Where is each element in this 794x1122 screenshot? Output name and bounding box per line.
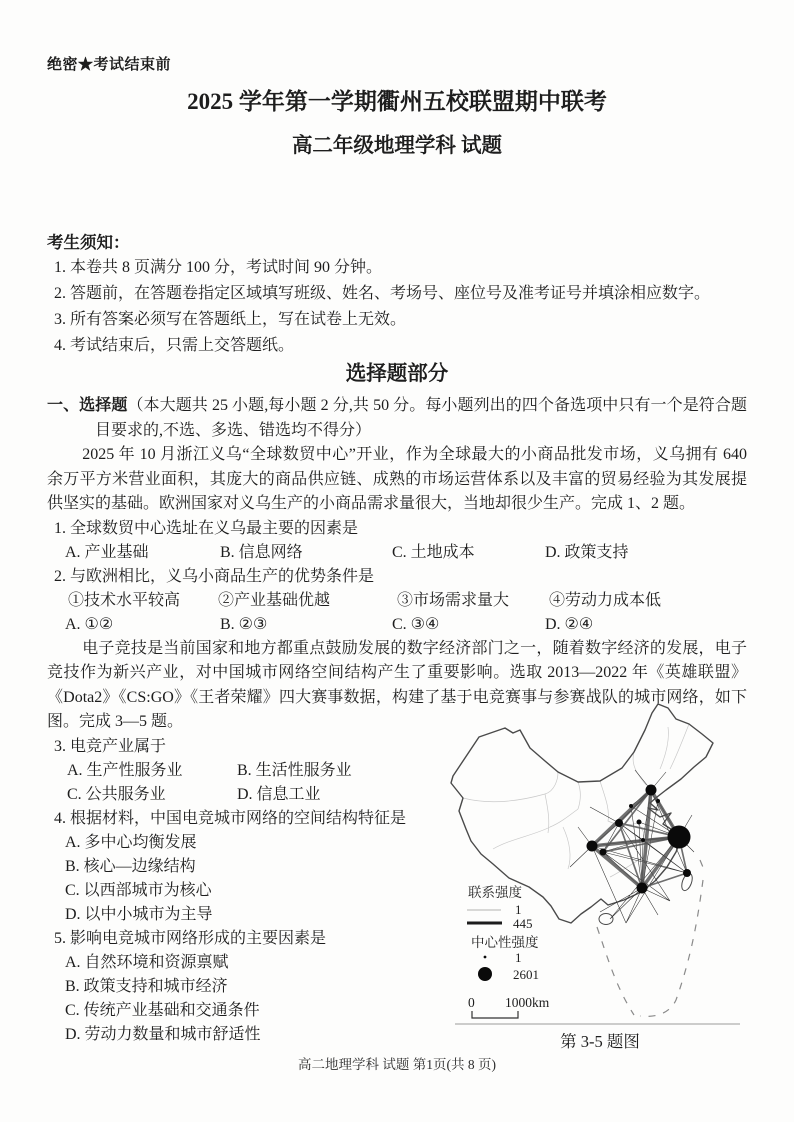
question-5: [47, 927, 471, 1047]
option-a: A. ①②: [65, 615, 114, 633]
city-node: [683, 869, 691, 877]
passage-esports: 电子竞技是当前国家和地方都重点鼓励发展的数字经济部门之一，随着数字经济的发展，电子竞技作为新兴产业，对中国城市网络空间结构产生了重要影响。选取 2013—2022 年《英雄联盟》《Dota2》《CS:GO》《王者荣耀》四大赛事数据，构建了基于电竞赛事与参赛战队的城市网络，如下图。完成 3—5 题。: [47, 639, 747, 730]
question-1: [47, 517, 747, 565]
question-stem: 1. 全球数贸中心选址在义乌最主要的因素是: [54, 519, 359, 537]
option-c: C. 传统产业基础和交通条件: [65, 1001, 260, 1019]
question-stem: 4. 根据材料，中国电竞城市网络的空间结构特征是: [54, 809, 407, 827]
legend-link-title: 联系强度: [468, 885, 522, 900]
legend-large-dot: [478, 967, 492, 981]
page-footer: 高二地理学科 试题 第1页(共 8 页): [298, 1057, 496, 1072]
question-stem: 5. 影响电竞城市网络形成的主要因素是: [54, 929, 327, 947]
notice-item: 4. 考试结束后，只需上交答题纸。: [54, 337, 295, 354]
city-node: [646, 785, 657, 796]
china-esports-network-figure: [430, 697, 790, 1057]
question-stem: 2. 与欧洲相比，义乌小商品生产的优势条件是: [54, 567, 375, 585]
question-options: [47, 541, 747, 565]
scale-zero-label: 0: [468, 995, 475, 1010]
scale-distance-label: 1000km: [505, 995, 550, 1010]
question-options: [47, 783, 471, 807]
city-node: [637, 883, 648, 894]
legend-link-min: 1: [515, 902, 522, 917]
option-a: A. 产业基础: [65, 543, 149, 561]
question-options: [47, 613, 747, 637]
city-node: [615, 819, 623, 827]
city-node: [656, 799, 660, 803]
sub-item-2: ②产业基础优越: [218, 591, 331, 609]
exam-title: 2025 学年第一学期衢州五校联盟期中联考: [187, 89, 607, 114]
notice-item: 3. 所有答案必须写在答题纸上，写在试卷上无效。: [54, 311, 407, 328]
legend-small-dot: [484, 956, 487, 959]
option-c: C. 公共服务业: [67, 785, 166, 803]
option-b: B. 核心—边缘结构: [65, 857, 196, 875]
city-node: [600, 849, 607, 856]
sub-item-4: ④劳动力成本低: [549, 591, 662, 609]
legend-link-max: 445: [513, 916, 533, 931]
option-d: D. 劳动力数量和城市舒适性: [65, 1025, 261, 1043]
question-2: [47, 565, 747, 637]
city-node: [587, 841, 598, 852]
section-intro: [47, 393, 747, 443]
exam-subtitle: 高二年级地理学科 试题: [291, 135, 503, 157]
option-b: B. ②③: [220, 615, 268, 633]
option-d: D. 政策支持: [545, 543, 629, 561]
legend-node-title: 中心性强度: [471, 935, 539, 950]
question-4: [47, 807, 471, 927]
question-3: [47, 735, 471, 807]
city-node: [641, 838, 645, 842]
notice-heading: 考生须知：: [47, 233, 130, 252]
passage-yiwu: 2025 年 10 月浙江义乌“全球数贸中心”开业，作为全球最大的小商品批发市场，义乌拥有 640 余万平方米营业面积，其庞大的商品供应链、成熟的市场运营体系以及丰富的贸易经验为其发展提供坚实的基础。欧洲国家对义乌生产的小商品需求量很大，当地却很少生产。完成 1、2 题。: [47, 446, 747, 512]
classification-banner: 绝密★考试结束前: [47, 57, 172, 73]
section-intro-note: （本大题共 25 小题,每小题 2 分,共 50 分。每小题列出的四个备选项中只有一个是符合题目要求的,不选、多选、错选均不得分）: [95, 397, 747, 439]
candidate-notice: [47, 230, 747, 359]
legend-node-max: 2601: [513, 967, 539, 982]
option-c: C. ③④: [392, 615, 440, 633]
option-d: D. 以中小城市为主导: [65, 905, 213, 923]
option-b: B. 政策支持和城市经济: [65, 977, 228, 995]
option-c: C. 土地成本: [392, 543, 475, 561]
sub-item-1: ①技术水平较高: [68, 591, 181, 609]
section-heading: 选择题部分: [345, 363, 449, 385]
question-stem: 3. 电竞产业属于: [54, 737, 167, 755]
sub-item-3: ③市场需求量大: [397, 591, 510, 609]
hainan-island: [599, 914, 613, 925]
figure-caption: 第 3-5 题图: [560, 1032, 640, 1051]
option-a: A. 自然环境和资源禀赋: [65, 953, 229, 971]
city-node-largest: [668, 826, 691, 849]
option-a: A. 多中心均衡发展: [65, 833, 197, 851]
legend-node-min: 1: [515, 950, 522, 965]
option-b: B. 生活性服务业: [237, 761, 352, 779]
option-d: D. ②④: [545, 615, 594, 633]
section-intro-label: 一、选择题: [47, 397, 128, 414]
question-options: [47, 759, 471, 783]
option-a: A. 生产性服务业: [67, 761, 183, 779]
option-b: B. 信息网络: [220, 543, 303, 561]
city-node: [629, 804, 633, 808]
city-node: [637, 820, 642, 825]
option-c: C. 以西部城市为核心: [65, 881, 212, 899]
question-sub-items: [47, 589, 747, 613]
notice-item: 1. 本卷共 8 页满分 100 分，考试时间 90 分钟。: [54, 259, 383, 276]
china-map-svg: [430, 697, 790, 1057]
questions-3-5: [47, 735, 471, 1047]
option-d: D. 信息工业: [237, 785, 321, 803]
map-legend: [467, 884, 550, 1018]
notice-item: 2. 答题前，在答题卷指定区域填写班级、姓名、考场号、座位号及准考证号并填涂相应数字。: [54, 285, 711, 302]
province-borders: [463, 724, 689, 877]
scale-bar: [472, 1011, 518, 1018]
